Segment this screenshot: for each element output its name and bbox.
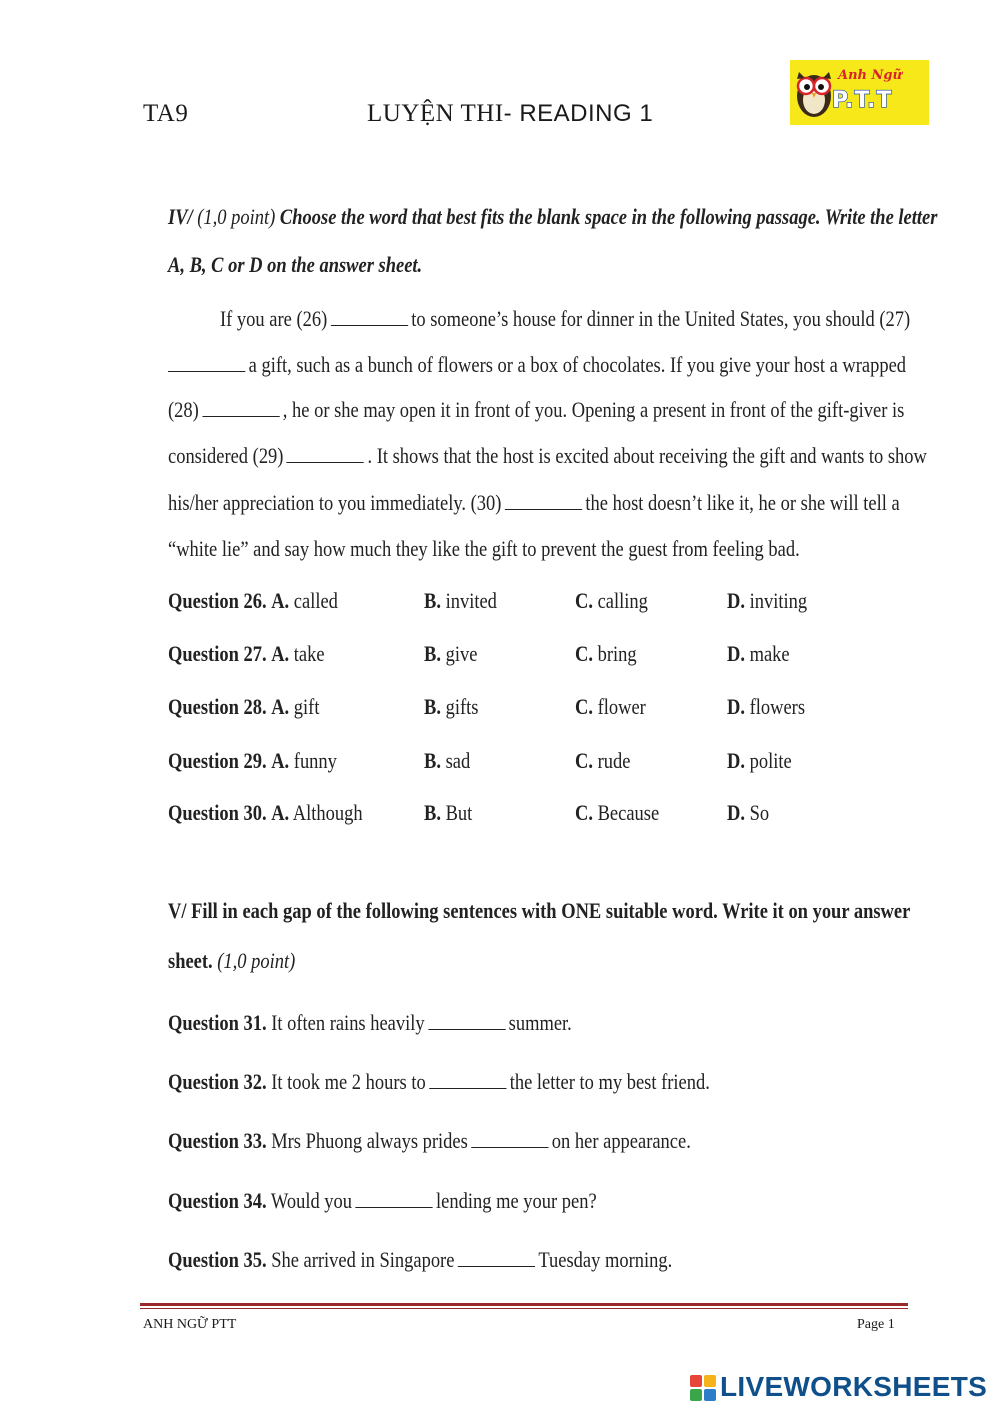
fill-question: Question 33. Mrs Phuong always prides on her appearance. (168, 1128, 691, 1153)
passage-line: If you are (26) to someone’s house for dinner in the United States, you should (27) (220, 306, 911, 331)
option-b[interactable]: B. give (424, 641, 478, 666)
option-a-text[interactable]: Although (292, 800, 363, 825)
document-code: TA9 (143, 100, 189, 127)
answer-blank[interactable] (429, 1072, 506, 1089)
passage-line: a gift, such as a bunch of flowers or a box of chocolates. If you give your host a wrapped (168, 352, 906, 378)
logo-text-main: P.T.T (832, 88, 893, 113)
fill-question: Question 34. Would you lending me your pen? (168, 1188, 597, 1213)
option-c[interactable]: C. Because (575, 800, 660, 825)
section5-heading-line2: sheet. (1,0 point) (168, 948, 296, 973)
option-b[interactable]: B. But (424, 800, 473, 825)
answer-blank-29[interactable] (287, 446, 364, 463)
option-c[interactable]: C. flower (575, 694, 646, 719)
title-main: LUYỆN THI (367, 100, 504, 127)
answer-blank-30[interactable] (505, 493, 582, 510)
option-d[interactable]: D. polite (727, 748, 792, 773)
option-a-text[interactable]: funny (293, 748, 337, 773)
answer-blank[interactable] (428, 1013, 505, 1030)
option-c[interactable]: C. bring (575, 641, 637, 666)
question-label: Question 28. A. gift (168, 694, 320, 719)
section5-heading-line1: V/ Fill in each gap of the following sentences with ONE suitable word. Write it on your answer (168, 898, 911, 923)
answer-blank-27[interactable] (168, 355, 245, 372)
section4-heading-line1: IV/ (1,0 point) Choose the word that best fits the blank space in the following passage. Write the letter (168, 204, 938, 229)
question-label: Question 29. A. funny (168, 748, 337, 773)
watermark-text: LIVEWORKSHEETS (720, 1371, 988, 1402)
document-title (367, 100, 653, 128)
section4-heading-line2: A, B, C or D on the answer sheet. (168, 252, 423, 277)
owl-icon (794, 66, 834, 118)
fill-question: Question 35. She arrived in Singapore Tuesday morning. (168, 1247, 673, 1272)
passage-line: considered (29) . It shows that the host is excited about receiving the gift and wants to show (168, 443, 927, 468)
page-number: Page 1 (857, 1317, 895, 1332)
logo-text-top: Anh Ngữ (838, 68, 902, 83)
passage-line: (28) , he or she may open it in front of you. Opening a present in front of the gift-giver is (168, 397, 905, 422)
option-c[interactable]: C. rude (575, 748, 631, 773)
option-a-text[interactable]: gift (293, 694, 320, 719)
footer-brand: ANH NGỮ PTT (143, 1317, 237, 1332)
question-label: Question 26. A. called (168, 588, 338, 613)
option-d[interactable]: D. make (727, 641, 790, 666)
liveworksheets-logo-icon (690, 1375, 716, 1401)
brand-logo (790, 60, 929, 125)
question-label: Question 30. A. Although (168, 800, 363, 825)
option-a-text[interactable]: called (293, 588, 338, 613)
answer-blank-28[interactable] (202, 400, 279, 417)
answer-blank[interactable] (471, 1131, 548, 1148)
option-c[interactable]: C. calling (575, 588, 648, 613)
answer-blank[interactable] (355, 1191, 432, 1208)
option-a-text[interactable]: take (293, 641, 325, 666)
question-label: Question 27. A. take (168, 641, 325, 666)
option-b[interactable]: B. gifts (424, 694, 479, 719)
footer-divider (140, 1303, 908, 1306)
option-b[interactable]: B. sad (424, 748, 471, 773)
answer-blank-26[interactable] (331, 309, 408, 326)
option-d[interactable]: D. flowers (727, 694, 806, 719)
option-b[interactable]: B. invited (424, 588, 497, 613)
option-d[interactable]: D. So (727, 800, 770, 825)
option-d[interactable]: D. inviting (727, 588, 808, 613)
passage-line: his/her appreciation to you immediately. (30) the host doesn’t like it, he or she will tell a (168, 490, 900, 515)
passage-line: “white lie” and say how much they like the gift to prevent the guest from feeling bad. (168, 536, 800, 561)
fill-question: Question 32. It took me 2 hours to the letter to my best friend. (168, 1069, 710, 1094)
footer-divider-thin (140, 1308, 908, 1309)
answer-blank[interactable] (458, 1250, 535, 1267)
title-sub: - READING 1 (503, 100, 654, 127)
fill-question: Question 31. It often rains heavily summer. (168, 1010, 572, 1035)
